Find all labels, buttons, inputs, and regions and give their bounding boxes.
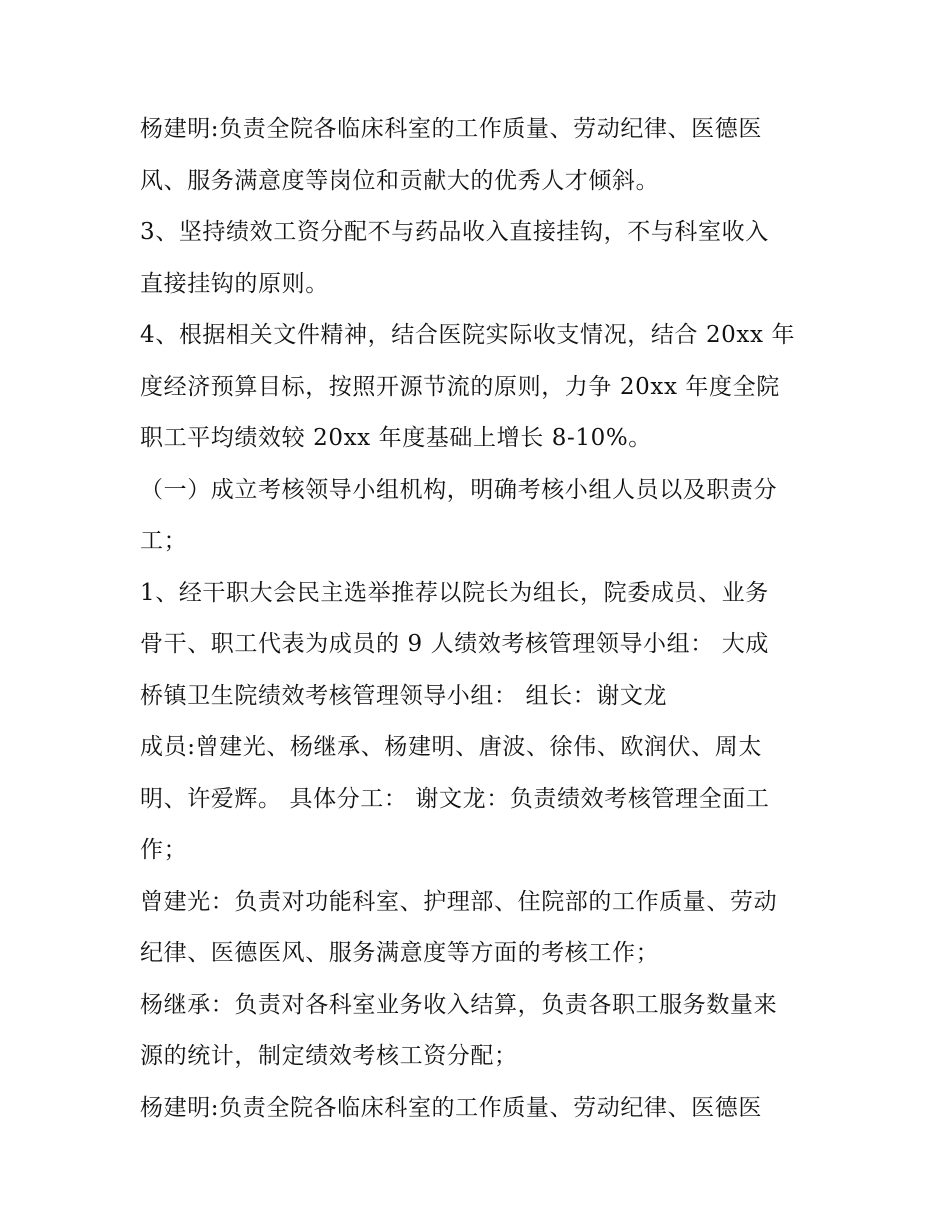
text-line: 杨建明:负责全院各临床科室的工作质量、劳动纪律、医德医 [140, 1094, 762, 1121]
text-line: 曾建光：负责对功能科室、护理部、住院部的工作质量、劳动 [140, 888, 778, 915]
text-line: 直接挂钩的原则。 [140, 270, 329, 297]
text-line: 纪律、医德医风、服务满意度等方面的考核工作； [140, 940, 660, 966]
text-line: 度经济预算目标，按照开源节流的原则，力争 20xx 年度全院 [140, 373, 780, 400]
text-line: 1、经干职大会民主选举推荐以院长为组长，院委成员、业务 [140, 579, 769, 606]
text-line: 桥镇卫生院绩效考核管理领导小组： 组长：谢文龙 [140, 682, 668, 709]
text-line: 3、坚持绩效工资分配不与药品收入直接挂钩，不与科室收入 [140, 219, 769, 245]
text-line: 明、许爱辉。 具体分工： 谢文龙：负责绩效考核管理全面工 [140, 785, 770, 812]
text-line: 杨继承：负责对各科室业务收入结算，负责各职工服务数量来 [140, 991, 778, 1018]
text-line: 职工平均绩效较 20xx 年度基础上增长 8-10%。 [140, 425, 652, 451]
text-line: 源的统计，制定绩效考核工资分配； [140, 1043, 518, 1069]
text-line: （一）成立考核领导小组机构，明确考核小组人员以及职责分 [140, 476, 778, 503]
text-line: 成员:曾建光、杨继承、杨建明、唐波、徐伟、欧润伏、周太 [140, 734, 762, 760]
text-line: 杨建明:负责全院各临床科室的工作质量、劳动纪律、医德医 [140, 116, 762, 142]
text-line: 作； [140, 837, 188, 863]
text-line: 工； [140, 528, 188, 554]
text-line: 骨干、职工代表为成员的 9 人绩效考核管理领导小组： 大成 [140, 631, 769, 657]
text-line: 风、服务满意度等岗位和贡献大的优秀人才倾斜。 [140, 167, 660, 194]
document-body [140, 104, 820, 1134]
text-line: 4、根据相关文件精神，结合医院实际收支情况，结合 20xx 年 [140, 322, 796, 348]
